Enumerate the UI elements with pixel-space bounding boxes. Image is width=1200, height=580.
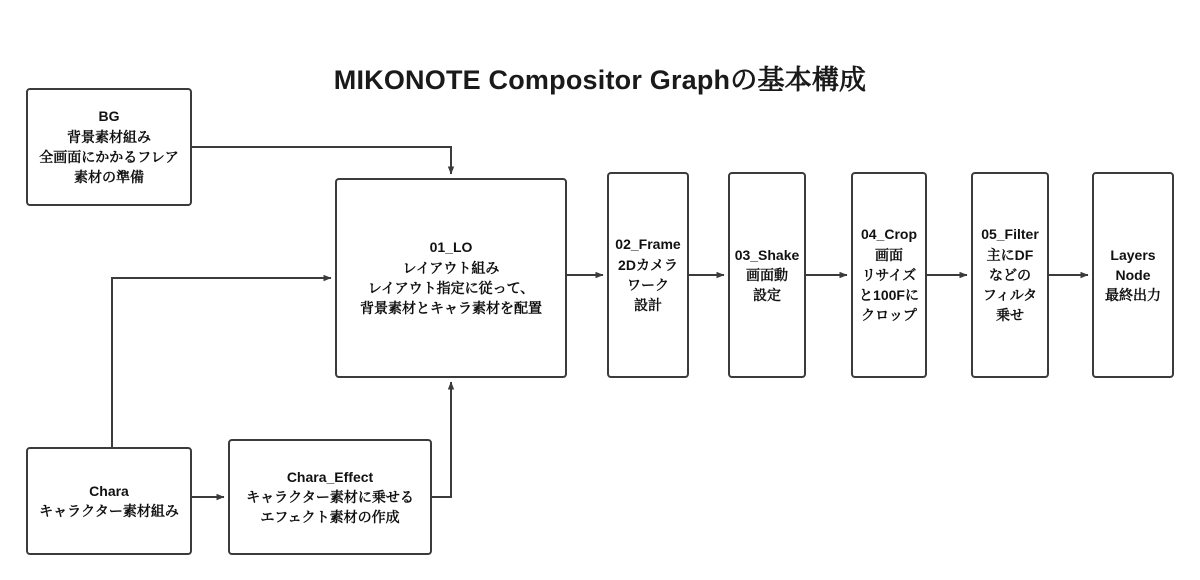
node-shake-line: 画面動 xyxy=(746,266,788,283)
node-chara[interactable] xyxy=(26,447,192,555)
node-frame-line: 02_Frame xyxy=(615,236,681,253)
node-lo-line: 背景素材とキャラ素材を配置 xyxy=(360,300,542,317)
node-chara_effect-line: キャラクター素材に乗せる xyxy=(246,488,414,505)
node-filter-line: 主にDF xyxy=(986,246,1034,263)
node-bg-line: BG xyxy=(98,108,120,125)
node-filter-line: 乗せ xyxy=(996,307,1024,324)
node-crop-line: 04_Crop xyxy=(860,226,918,243)
node-bg-line: 素材の準備 xyxy=(74,169,144,186)
node-frame-line: ワーク xyxy=(627,277,669,293)
node-shake-line: 設定 xyxy=(753,287,781,304)
node-layers[interactable] xyxy=(1092,172,1174,378)
node-layers-line: Layers xyxy=(1110,246,1156,263)
node-filter-line: などの xyxy=(989,266,1031,283)
node-lo-line: レイアウト指定に従って、 xyxy=(367,280,535,296)
node-lo-line: 01_LO xyxy=(429,239,473,256)
node-bg-line: 背景素材組み xyxy=(67,128,151,145)
node-chara-line: Chara xyxy=(89,482,129,499)
node-bg-line: 全画面にかかるフレア xyxy=(39,149,179,165)
node-bg[interactable] xyxy=(26,88,192,206)
node-layers-line: Node xyxy=(1115,266,1151,283)
node-shake-line: 03_Shake xyxy=(734,246,800,263)
node-crop-line: クロップ xyxy=(861,307,917,324)
node-filter-line: フィルタ xyxy=(982,287,1038,304)
node-crop-line: 画面 xyxy=(875,246,903,263)
node-chara_effect[interactable] xyxy=(228,439,432,555)
edge-chara-to-lo xyxy=(112,278,331,447)
node-filter[interactable] xyxy=(971,172,1049,378)
node-frame[interactable] xyxy=(607,172,689,378)
node-lo-line: レイアウト組み xyxy=(402,259,500,276)
node-chara-line: キャラクター素材組み xyxy=(39,503,179,519)
edge-chara-effect-to-lo xyxy=(432,382,451,497)
node-crop-line: リサイズ xyxy=(861,266,917,283)
node-frame-line: 2Dカメラ xyxy=(618,256,678,273)
node-filter-line: 05_Filter xyxy=(981,226,1039,243)
node-chara_effect-line: エフェクト素材の作成 xyxy=(260,509,400,526)
node-shake[interactable] xyxy=(728,172,806,378)
node-crop[interactable] xyxy=(851,172,927,378)
node-crop-line: と100Fに xyxy=(859,287,919,304)
node-chara_effect-line: Chara_Effect xyxy=(286,468,374,485)
page-title: MIKONOTE Compositor Graphの基本構成 xyxy=(333,65,867,95)
node-frame-line: 設計 xyxy=(634,297,662,314)
edge-bg-to-lo xyxy=(192,147,451,174)
node-lo[interactable] xyxy=(335,178,567,378)
node-layers-line: 最終出力 xyxy=(1105,287,1161,304)
